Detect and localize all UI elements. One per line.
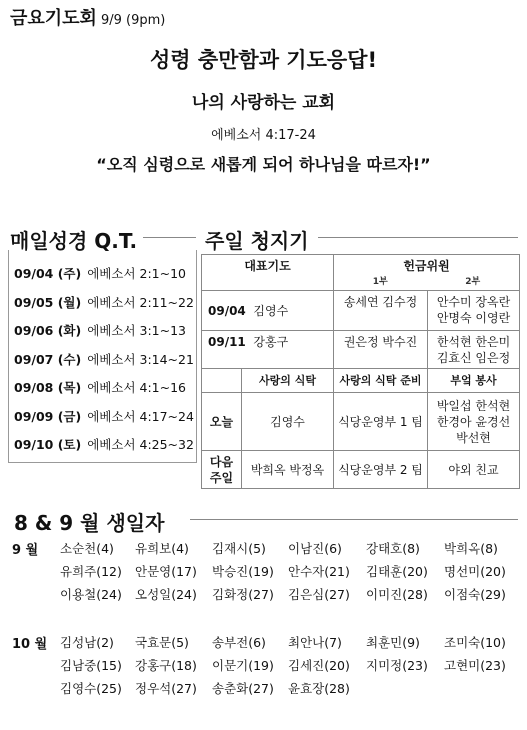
church-heading: 나의 사랑하는 교회	[191, 93, 336, 113]
qt-date: 09/07 (수)	[14, 351, 82, 367]
birthday-name: 강홍구(18)	[135, 658, 197, 673]
qt-row	[14, 321, 186, 339]
row-0904-p1: 송세연 김수정	[334, 291, 428, 331]
next-prep: 식당운영부 2 팀	[334, 451, 428, 489]
row-0911-date: 09/11	[208, 335, 246, 349]
theme-heading: 성령 충만함과 기도응답!	[149, 48, 378, 72]
birthday-name: 명선미(20)	[444, 564, 506, 579]
qt-date: 09/09 (금)	[14, 408, 82, 424]
birthday-name: 김화정(27)	[212, 587, 274, 602]
service-date: 9/9 (9pm)	[100, 13, 166, 28]
today-label: 오늘	[202, 393, 242, 451]
birthday-name: 지미정(23)	[366, 658, 428, 673]
sub-service-1: 1부	[372, 277, 388, 287]
oct-month-label: 10 월	[12, 637, 48, 652]
birthday-name: 국효문(5)	[135, 635, 189, 650]
qt-row	[14, 435, 194, 453]
qt-row	[14, 293, 194, 311]
birthday-name: 김재시(5)	[212, 541, 266, 556]
col-meal: 사랑의 식탁	[242, 369, 334, 393]
qt-reference: 에베소서 2:1~10	[87, 266, 186, 281]
next-meal: 박희옥 박정옥	[242, 451, 334, 489]
birthday-name: 최안나(7)	[288, 635, 342, 650]
col-offering-label: 헌금위원	[403, 259, 450, 273]
qt-reference: 에베소서 4:1~16	[87, 380, 186, 395]
today-meal: 김영수	[242, 393, 334, 451]
qt-date: 09/05 (월)	[14, 294, 82, 310]
row-0911-p2b: 김효신 임은정	[436, 351, 511, 365]
qt-reference: 에베소서 4:25~32	[87, 437, 194, 452]
qt-row	[14, 264, 186, 282]
birthday-name: 강태호(8)	[366, 541, 420, 556]
row-0904-p2b: 안명숙 이영란	[436, 311, 511, 325]
col-meal-prep: 사랑의 식탁 준비	[334, 369, 428, 393]
col-offering	[334, 255, 520, 291]
qt-reference: 에베소서 3:14~21	[87, 351, 194, 367]
birthday-name: 이용철(24)	[60, 587, 122, 602]
sep-month-label: 9 월	[12, 543, 39, 558]
today-kitchen-3: 박선현	[456, 430, 491, 445]
row-0911-date-prayer	[202, 331, 334, 369]
next-label-2: 주일	[209, 470, 234, 485]
next-kitchen: 야외 친교	[428, 451, 520, 489]
birthday-name: 송부전(6)	[212, 635, 266, 650]
birthday-name: 정우석(27)	[135, 681, 197, 696]
qt-reference: 에베소서 3:1~13	[87, 323, 186, 338]
qt-row	[14, 378, 186, 396]
birthday-name: 고현미(23)	[444, 658, 506, 673]
next-label	[202, 451, 242, 489]
qt-date: 09/04 (주)	[14, 266, 82, 281]
row-0904-date-prayer	[202, 291, 334, 331]
qt-title: 매일성경 Q.T.	[10, 225, 143, 254]
row-0911-p2a: 한석현 한은미	[436, 335, 511, 349]
sunday-title-rule	[318, 237, 518, 238]
birthday-name: 소순천(4)	[60, 541, 114, 556]
sub-service-2: 2부	[465, 277, 481, 287]
birthday-name: 윤효장(28)	[288, 681, 350, 696]
page-title	[10, 4, 165, 30]
sunday-table	[201, 254, 520, 489]
scripture-reference: 에베소서 4:17-24	[211, 128, 316, 143]
title-text: 금요기도회	[10, 8, 97, 29]
row-0904-p2	[428, 291, 520, 331]
row-0911-p2	[428, 331, 520, 369]
birthday-name: 안문영(17)	[135, 564, 197, 579]
row-0911-p1: 권은정 박수진	[334, 331, 428, 369]
motto: “오직 심령으로 새롭게 되어 하나님을 따르자!”	[96, 155, 431, 174]
qt-reference: 에베소서 2:11~22	[87, 294, 194, 310]
qt-row	[14, 407, 194, 425]
birthday-name: 김은심(27)	[288, 587, 350, 602]
birthday-name: 이미진(28)	[366, 587, 428, 602]
col-kitchen: 부엌 봉사	[428, 369, 520, 393]
birthday-name: 오성일(24)	[135, 587, 197, 602]
birthday-name: 박승진(19)	[212, 564, 274, 579]
next-label-1: 다음	[209, 454, 234, 469]
birthday-name: 유희보(4)	[135, 541, 189, 556]
qt-reference: 에베소서 4:17~24	[87, 408, 194, 424]
col-prayer: 대표기도	[202, 255, 334, 291]
row-0904-date: 09/04	[208, 303, 246, 318]
birthday-name: 이남진(6)	[288, 541, 342, 556]
birthday-name: 송춘화(27)	[212, 681, 274, 696]
row-0904-p2a: 안수미 장옥란	[436, 295, 511, 309]
birthday-name: 김영수(25)	[60, 681, 122, 696]
birthday-name: 김남중(15)	[60, 658, 122, 673]
birthday-name: 안수자(21)	[288, 564, 350, 579]
today-prep: 식당운영부 1 팀	[334, 393, 428, 451]
today-kitchen	[428, 393, 520, 451]
birthday-name: 김태훈(20)	[366, 564, 428, 579]
birthday-name: 이문기(19)	[212, 658, 274, 673]
row-0904-prayer: 김영수	[253, 303, 289, 318]
birthday-name: 유희주(12)	[60, 564, 122, 579]
birthday-title: 8 & 9 월 생일자	[14, 507, 170, 536]
birthday-name: 김세진(20)	[288, 658, 350, 673]
today-kitchen-2: 한경아 윤경선	[436, 414, 511, 429]
qt-date: 09/08 (목)	[14, 380, 82, 395]
qt-title-rule	[140, 237, 196, 238]
row-0911-prayer: 강홍구	[253, 335, 289, 349]
blank-corner	[202, 369, 242, 393]
sunday-title: 주일 청지기	[205, 225, 315, 254]
today-kitchen-1: 박일섭 한석현	[436, 398, 511, 413]
birthday-name: 김성남(2)	[60, 635, 114, 650]
birthday-name: 조미숙(10)	[444, 635, 506, 650]
qt-date: 09/10 (토)	[14, 437, 82, 452]
birthday-name: 최훈민(9)	[366, 635, 420, 650]
birthday-title-rule	[190, 519, 518, 520]
qt-row	[14, 350, 194, 368]
birthday-name: 박희옥(8)	[444, 541, 498, 556]
birthday-name: 이점숙(29)	[444, 587, 506, 602]
qt-date: 09/06 (화)	[14, 323, 82, 338]
